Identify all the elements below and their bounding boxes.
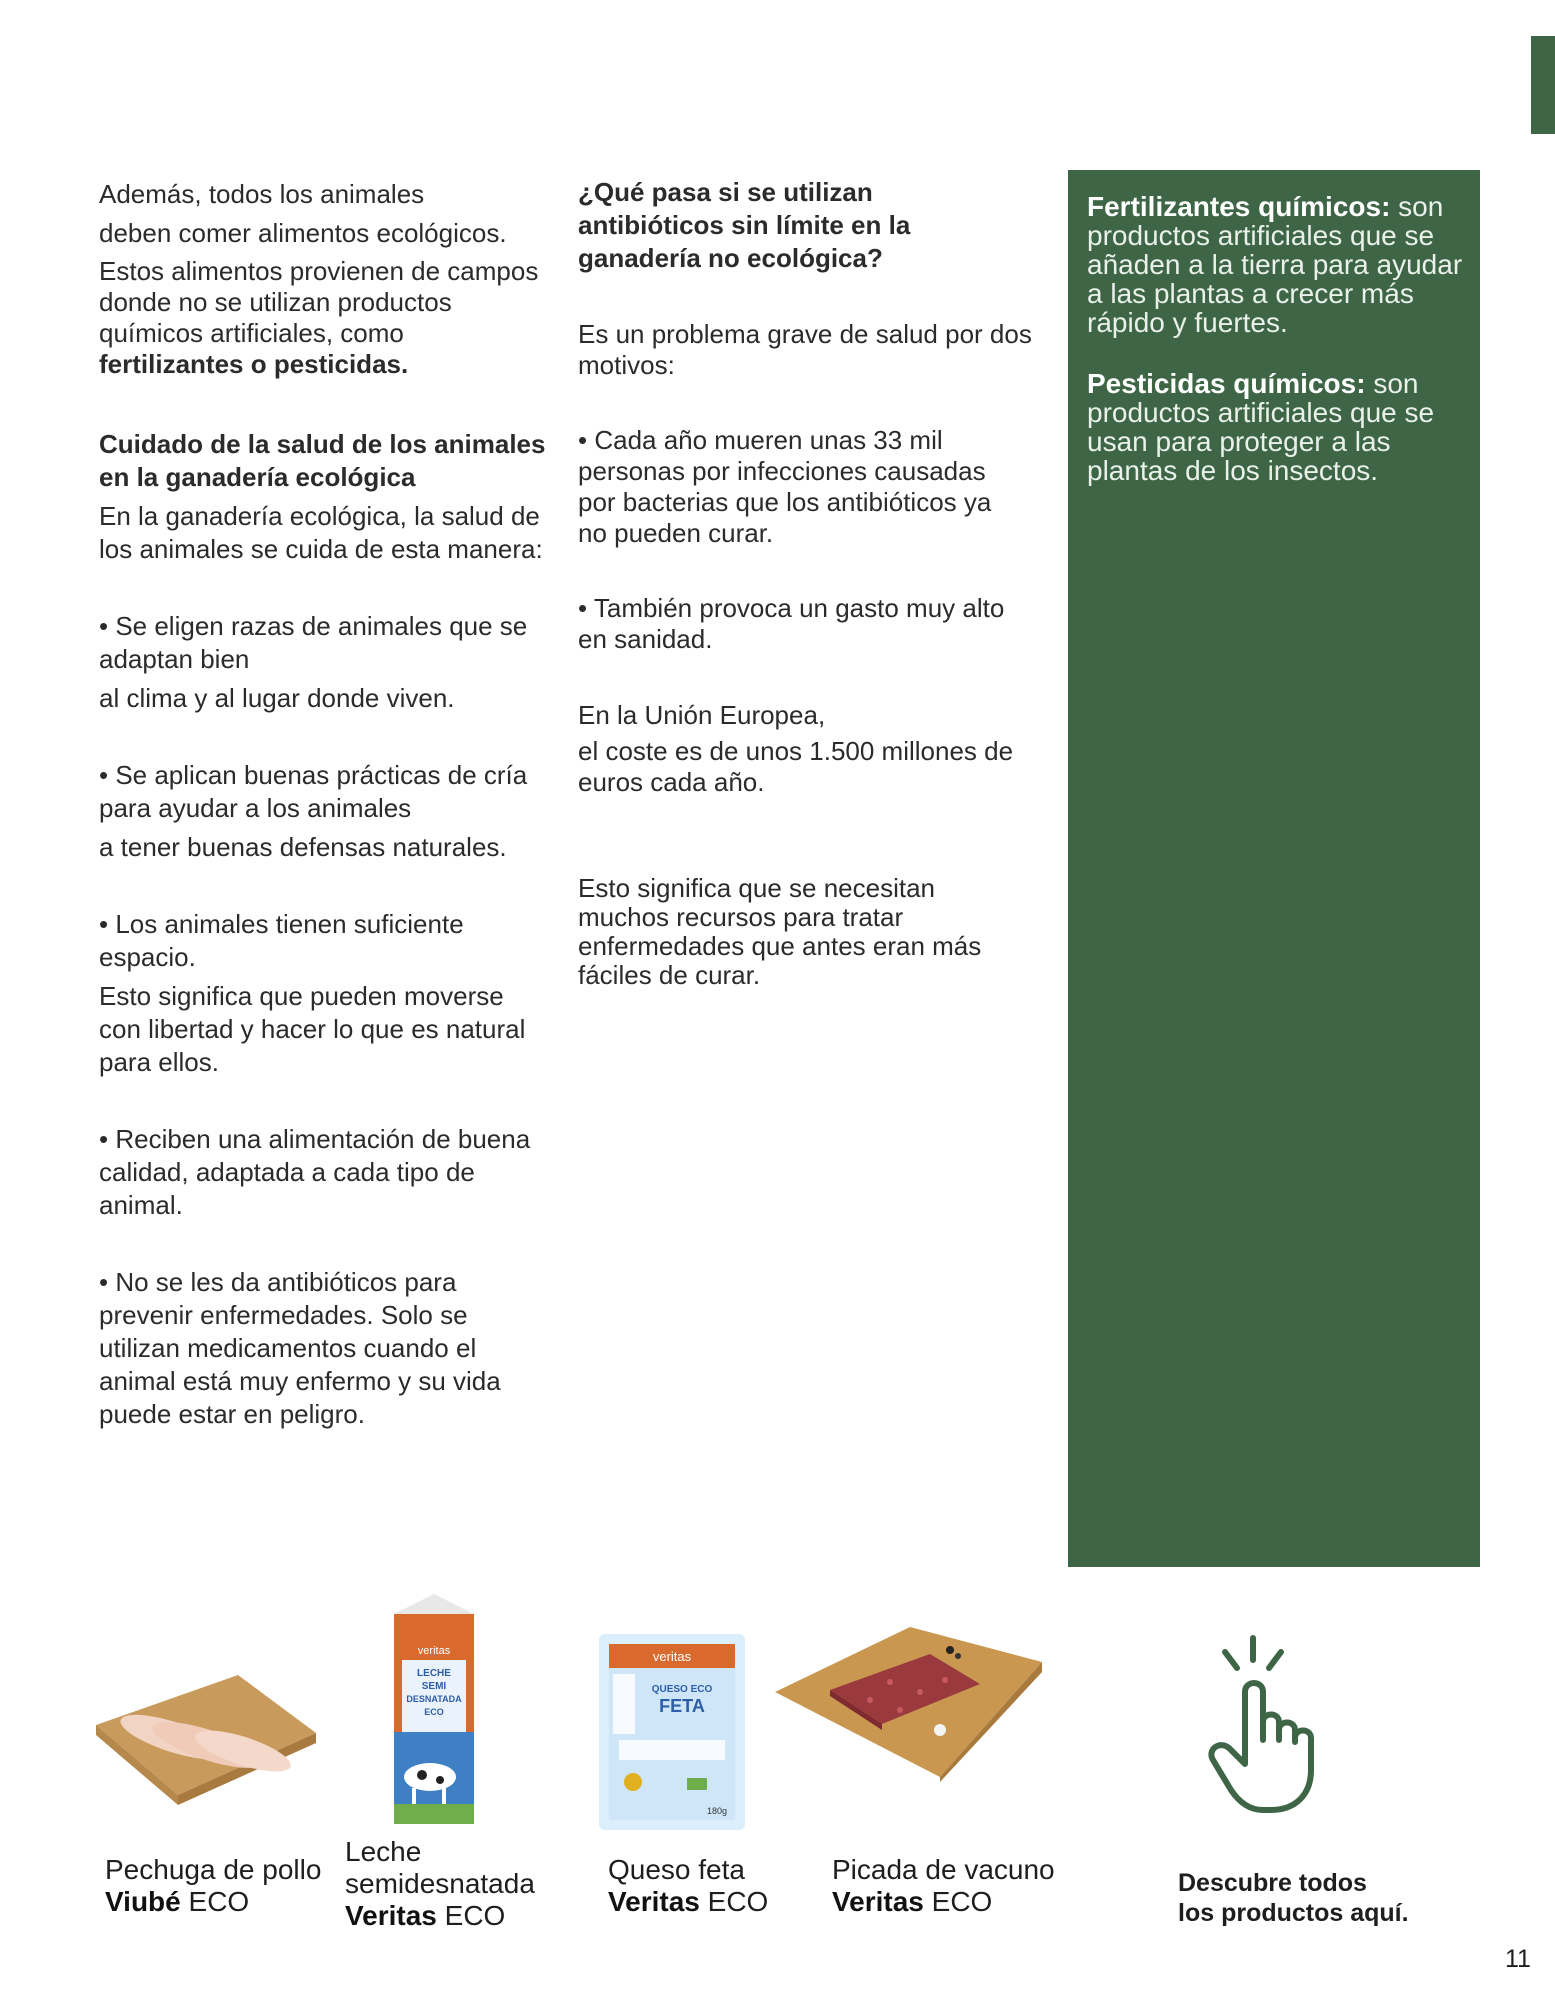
pack-weight: 180g xyxy=(706,1806,728,1816)
glossary-term: Pesticidas químicos: xyxy=(1087,368,1366,399)
bullet-item-continued: al clima y al lugar donde viven. xyxy=(99,683,455,713)
pack-label: QUESO ECO xyxy=(651,1684,713,1695)
left-column xyxy=(99,178,549,1431)
product-name: Picada de vacuno xyxy=(832,1854,1055,1885)
cta-line: los productos aquí. xyxy=(1178,1899,1409,1927)
paragraph: En la Unión Europea, xyxy=(578,700,826,730)
product-tag: ECO xyxy=(923,1886,993,1917)
glossary-entry xyxy=(1087,192,1464,337)
product-tag: ECO xyxy=(436,1900,506,1931)
cta-line: Descubre todos xyxy=(1178,1869,1367,1897)
paragraph: Esto significa que se necesitan muchos recursos para tratar enfermedades que antes eran más fáciles de curar. xyxy=(578,873,982,990)
pack-label: ECO xyxy=(424,1707,444,1717)
product-caption[interactable] xyxy=(345,1836,535,1932)
product-brand: Viubé xyxy=(105,1886,181,1917)
bullet-item-continued: a tener buenas defensas naturales. xyxy=(99,832,507,862)
bullet-item: • No se les da antibióticos para prevenir enfermedades. Solo se utilizan medicamentos cuando el animal está muy enfermo y su vida puede estar en peligro. xyxy=(99,1267,501,1429)
paragraph xyxy=(99,256,549,380)
bullet-item: • Los animales tienen suficiente espacio. xyxy=(99,909,464,972)
product-caption[interactable] xyxy=(608,1854,768,1918)
product-name: Pechuga de pollo xyxy=(105,1854,322,1885)
pack-brand: veritas xyxy=(417,1645,451,1657)
paragraph-bold: fertilizantes o pesticidas. xyxy=(99,349,409,379)
paragraph: Además, todos los animales xyxy=(99,179,425,209)
glossary-entry xyxy=(1087,369,1464,485)
product-name: Queso feta xyxy=(608,1854,745,1885)
pack-label: FETA xyxy=(659,1696,705,1716)
product-caption[interactable] xyxy=(105,1854,321,1918)
product-image-feta[interactable] xyxy=(597,1632,747,1832)
product-name: Leche xyxy=(345,1836,422,1867)
glossary-definition: son productos artificiales que se usan para proteger a las plantas de los insectos. xyxy=(1087,368,1435,486)
paragraph: deben comer alimentos ecológicos. xyxy=(99,218,507,248)
product-image-chicken[interactable] xyxy=(88,1665,318,1805)
pack-label: SEMI xyxy=(421,1681,447,1692)
product-name: semidesnatada xyxy=(345,1868,535,1899)
paragraph-text: Estos alimentos provienen de campos donde no se utilizan productos químicos artificiales, como xyxy=(99,256,539,348)
pack-label: LECHE xyxy=(417,1668,451,1679)
section-heading: Cuidado de la salud de los animales en la ganadería ecológica xyxy=(99,429,546,492)
product-tag: ECO xyxy=(180,1886,250,1917)
bullet-item: • Cada año mueren unas 33 mil personas por infecciones causadas por bacterias que los antibióticos ya no pueden curar. xyxy=(578,425,992,548)
bullet-item: • Se aplican buenas prácticas de cría para ayudar a los animales xyxy=(99,760,528,823)
glossary-term: Fertilizantes químicos: xyxy=(1087,191,1391,222)
paragraph: En la ganadería ecológica, la salud de los animales se cuida de esta manera: xyxy=(99,501,543,564)
bullet-item: • Reciben una alimentación de buena calidad, adaptada a cada tipo de animal. xyxy=(99,1124,531,1220)
product-caption[interactable] xyxy=(832,1854,1055,1918)
page-number: 11 xyxy=(1505,1945,1531,1973)
pack-label: DESNATADA xyxy=(406,1694,462,1704)
hand-pointer-icon[interactable] xyxy=(1205,1630,1335,1820)
product-brand: Veritas xyxy=(608,1886,700,1917)
paragraph: Es un problema grave de salud por dos motivos: xyxy=(578,319,1032,380)
section-heading: ¿Qué pasa si se utilizan antibióticos sin límite en la ganadería no ecológica? xyxy=(578,177,911,273)
glossary-box xyxy=(1068,170,1480,1567)
bullet-item-continued: Esto significa que pueden moverse con libertad y hacer lo que es natural para ellos. xyxy=(99,981,526,1077)
glossary-definition: son productos artificiales que se añaden a la tierra para ayudar a las plantas a crecer más rápido y fuertes. xyxy=(1087,191,1463,338)
product-tag: ECO xyxy=(699,1886,769,1917)
cta-text[interactable] xyxy=(1178,1868,1409,1928)
product-brand: Veritas xyxy=(832,1886,924,1917)
paragraph: el coste es de unos 1.500 millones de euros cada año. xyxy=(578,736,1014,797)
product-image-milk[interactable] xyxy=(382,1592,486,1827)
bullet-item: • Se eligen razas de animales que se adaptan bien xyxy=(99,611,528,674)
product-brand: Veritas xyxy=(345,1900,437,1931)
pack-brand: veritas xyxy=(652,1649,692,1664)
bullet-item: • También provoca un gasto muy alto en sanidad. xyxy=(578,593,1005,654)
product-image-beef[interactable] xyxy=(770,1622,1045,1782)
section-tab-marker xyxy=(1531,36,1555,134)
middle-column xyxy=(578,176,1038,990)
